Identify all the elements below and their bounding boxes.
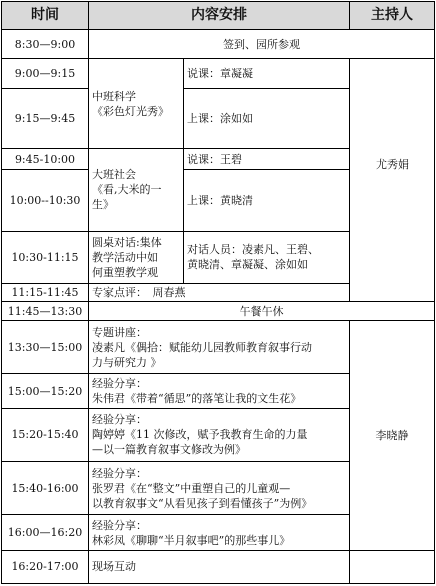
session-line: 《看,大米的一 xyxy=(92,183,162,197)
time-cell: 15:20-15:40 xyxy=(2,408,89,461)
time-cell: 16:20-17:00 xyxy=(2,550,89,583)
content-line: 凌素凡《偶拾：赋能幼儿园教师教育叙事行动 xyxy=(92,340,312,354)
content-line: 经验分享： xyxy=(92,466,147,480)
time-cell: 16:00—16:20 xyxy=(2,515,89,550)
table-row xyxy=(2,550,435,583)
time-cell: 10:30-11:15 xyxy=(2,231,89,283)
session-cell xyxy=(89,59,184,149)
host-cell-morning: 尤秀娟 xyxy=(376,158,409,171)
table-row xyxy=(2,30,435,59)
content-cell: 午餐午休 xyxy=(89,302,435,321)
detail-cell: 说课：章凝凝 xyxy=(184,59,350,88)
session-line: 生》 xyxy=(92,198,114,212)
header-row xyxy=(2,2,435,30)
session-line: 圆桌对话:集体 xyxy=(92,235,162,249)
content-line: 经验分享： xyxy=(92,413,147,427)
time-cell: 9:00—9:15 xyxy=(2,59,89,88)
time-cell: 15:40-16:00 xyxy=(2,462,89,515)
session-line: 中班科学 xyxy=(92,89,136,103)
content-line: 专题讲座： xyxy=(92,325,147,339)
table-row xyxy=(2,59,435,88)
content-cell: 签到、园所参观 xyxy=(89,30,435,59)
detail-cell: 说课：王碧 xyxy=(184,148,350,169)
session-line: 教学活动中如 xyxy=(92,250,158,264)
host-empty-bottom xyxy=(350,550,435,583)
header-host: 主持人 xyxy=(350,2,435,30)
host-cell-afternoon: 李晓静 xyxy=(350,321,435,551)
time-cell: 13:30—15:00 xyxy=(2,321,89,374)
time-cell: 11:45—13:30 xyxy=(2,302,89,321)
host-empty-top xyxy=(350,59,435,302)
content-cell xyxy=(89,408,350,461)
detail-cell xyxy=(184,231,350,283)
content-line: —以一篇教育叙事文修改为例》 xyxy=(92,443,246,457)
content-line: 经验分享： xyxy=(92,518,147,532)
detail-line: 对话人员：凌素凡、王碧、 xyxy=(187,243,319,257)
content-cell xyxy=(89,321,350,374)
time-cell: 10:00--10:30 xyxy=(2,170,89,231)
session-line: 大班社会 xyxy=(92,168,136,182)
session-cell xyxy=(89,231,184,283)
session-line: 何重塑教学观 xyxy=(92,265,158,279)
content-line: 朱伟君《带着“循思”的落笔让我的文生花》 xyxy=(92,392,302,406)
content-line: 张罗君《在“整文”中重塑自己的儿童观— xyxy=(92,481,291,495)
content-cell: 现场互动 xyxy=(89,550,350,583)
time-cell: 9:45-10:00 xyxy=(2,148,89,169)
detail-cell: 上课：黄晓清 xyxy=(184,170,350,231)
session-line: 《彩色灯光秀》 xyxy=(92,104,169,118)
content-line: 力与研究力 》 xyxy=(92,355,162,369)
time-cell: 15:00—15:20 xyxy=(2,374,89,408)
table-row xyxy=(2,321,435,374)
content-line: 以教育叙事文“从看见孩子到看懂孩子”为例》 xyxy=(92,496,313,510)
detail-line: 黄晓清、章凝凝、涂如如 xyxy=(187,258,308,272)
content-cell xyxy=(89,374,350,408)
content-cell xyxy=(89,462,350,515)
session-cell xyxy=(89,148,184,231)
content-line: 陶婷婷《11 次修改，赋予我教育生命的力量 xyxy=(92,428,308,442)
content-cell xyxy=(89,515,350,550)
time-cell: 8:30—9:00 xyxy=(2,30,89,59)
content-cell: 专家点评： 周春燕 xyxy=(89,283,350,301)
header-time: 时间 xyxy=(2,2,89,30)
content-line: 经验分享： xyxy=(92,377,147,391)
schedule-table xyxy=(1,1,435,584)
table-row xyxy=(2,302,435,321)
time-cell: 9:15—9:45 xyxy=(2,88,89,148)
content-line: 林彩凤《聊聊“半月叙事吧”的那些事儿》 xyxy=(92,533,291,547)
header-content: 内容安排 xyxy=(89,2,350,30)
detail-cell: 上课：涂如如 xyxy=(184,88,350,148)
time-cell: 11:15-11:45 xyxy=(2,283,89,301)
